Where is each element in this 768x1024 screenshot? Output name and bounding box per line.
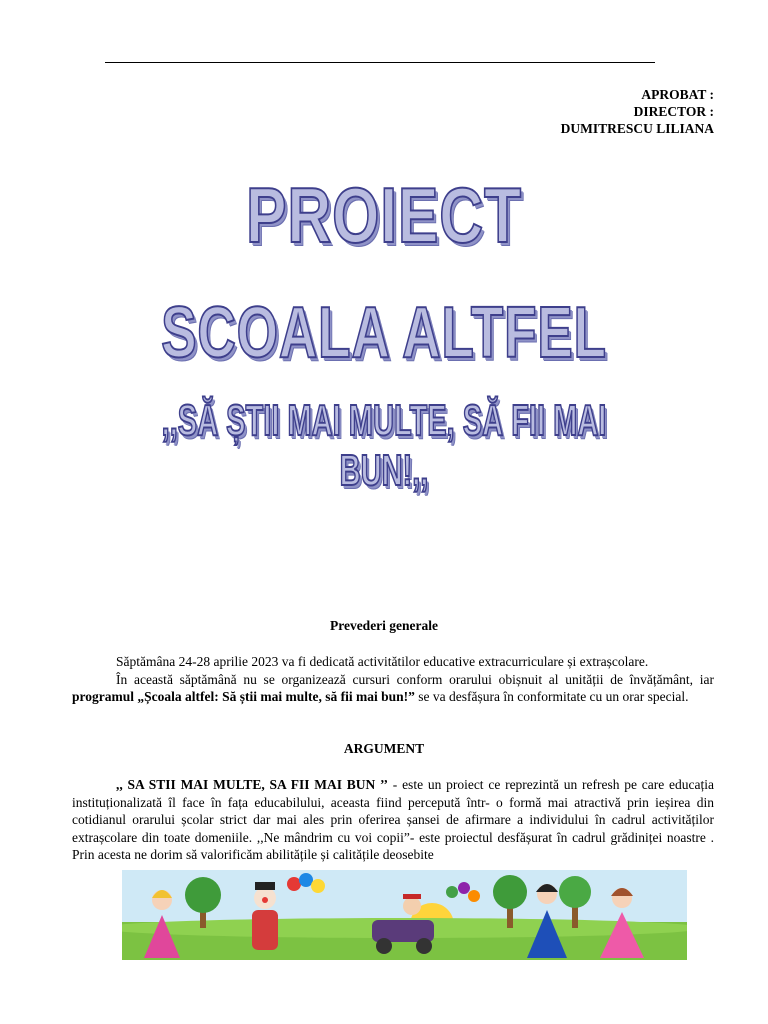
title-motto: ,,SĂ ȘTII MAI MULTE, SĂ FII MAI BUN!,, bbox=[161, 396, 607, 495]
director-name: DUMITRESCU LILIANA bbox=[560, 121, 714, 136]
paragraph-argument bbox=[72, 776, 714, 864]
prevederi-sentence-2-start: În această săptămână nu se organizează cursuri conform orarului obișnuit al unității de învățământ, iar bbox=[116, 671, 714, 687]
program-name-bold: programul „Școala altfel: Să știi mai multe, să fii mai bun!” bbox=[72, 689, 415, 704]
top-horizontal-rule bbox=[105, 62, 655, 63]
prevederi-sentence-1: Săptămâna 24-28 aprilie 2023 va fi dedicată activitătilor educative extracurriculare și extrașcolare. bbox=[116, 654, 649, 669]
approval-label: APROBAT : bbox=[641, 87, 714, 102]
argument-text: - este un proiect ce reprezintă un refresh pe care educația instituționalizată îl face în fața educabilului, aceasta fiind percepută într- o formă mai atractivă prin ieșirea din cotidianul orarului școlar strict dar mai ales prin oferirea șansei de afirmare a individului în cadrul activităților extrașcolare din toate domeniile. ,,Ne mândrim cu voi copii”- este proiectul desfășurat în cadrul grădiniței noastre . Prin acesta ne dorim să valorificăm abilitățile și calitățile deosebite bbox=[72, 777, 715, 862]
title-scoala-altfel: SCOALA ALTFEL bbox=[161, 293, 607, 373]
approval-block bbox=[561, 86, 714, 137]
cartoon-kids-banner-image bbox=[122, 870, 687, 960]
clown-figure-icon bbox=[252, 882, 278, 950]
prevederi-sentence-2-end: se va desfășura în conformitate cu un orar special. bbox=[414, 689, 689, 704]
heading-argument: ARGUMENT bbox=[343, 741, 425, 756]
heading-prevederi-generale: Prevederi generale bbox=[329, 618, 439, 633]
director-label: DIRECTOR : bbox=[633, 104, 714, 119]
paragraph-prevederi bbox=[72, 653, 714, 706]
title-proiect: PROIECT bbox=[246, 171, 522, 259]
argument-bold-lead: ,, SA STII MAI MULTE, SA FII MAI BUN ’’ bbox=[116, 777, 389, 792]
